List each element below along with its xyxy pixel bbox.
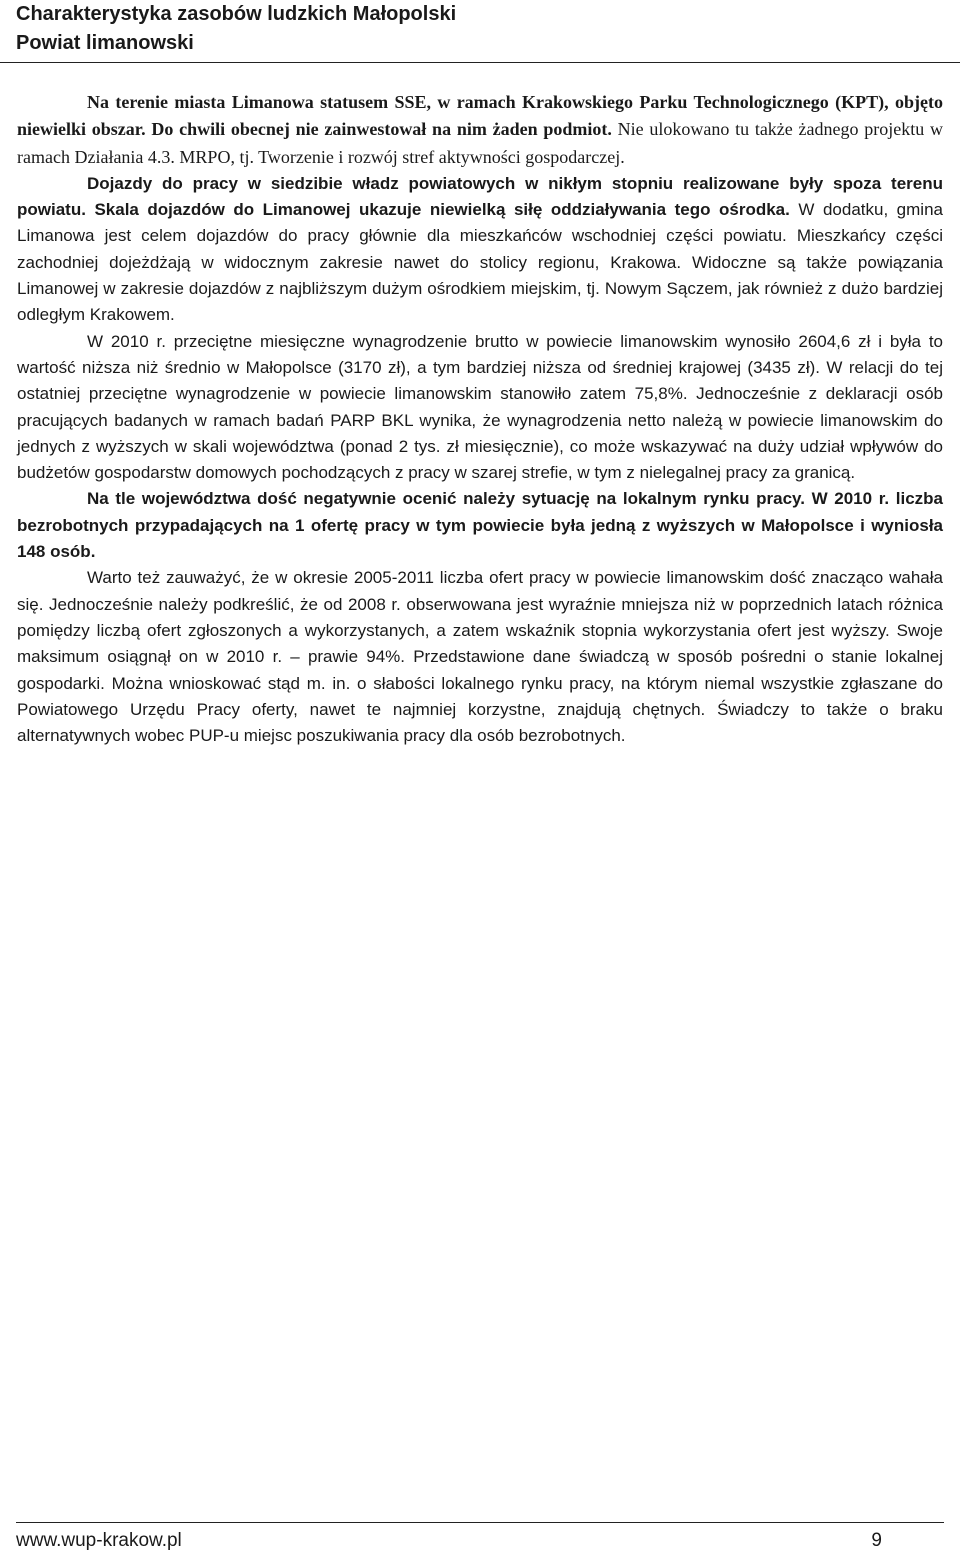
paragraph-text: Nie ulokowano tu także żadnego projektu w ramach Działania 4.3. MRPO, tj. Tworzenie i rozwój stref aktywności gospodarczej. bbox=[17, 119, 943, 167]
footer-url: www.wup-krakow.pl bbox=[16, 1530, 182, 1551]
header-divider bbox=[0, 62, 960, 63]
paragraph-labour-market bbox=[17, 486, 943, 565]
paragraph-sse bbox=[17, 89, 943, 171]
paragraph-text: Warto też zauważyć, że w okresie 2005-2011 liczba ofert pracy w powiecie limanowskim dość znacząco wahała się. Jednocześnie należy podkreślić, że od 2008 r. obserwowana jest wyraźnie mniejsza niż w poprzednich latach różnica pomiędzy liczbą ofert zgłoszonych a wykorzystanych, a zatem wskaźnik stopnia wykorzystania ofert jest wyższy. Swoje maksimum osiągnął on w 2010 r. – prawie 94%. Przedstawione dane świadczą w sposób pośredni o stanie lokalnej gospodarki. Można wnioskować stąd m. in. o słabości lokalnego rynku pracy, na którym niemal wszystkie zgłaszane do Powiatowego Urzędu Pracy oferty, nawet te najmniej korzystne, znajdują chętnych. Świadczy to także o braku alternatywnych wobec PUP-u miejsc poszukiwania pracy dla osób bezrobotnych. bbox=[17, 568, 943, 746]
paragraph-job-offers bbox=[17, 565, 943, 749]
paragraph-bold-text: Na tle województwa dość negatywnie ocenić należy sytuację na lokalnym rynku pracy. W 2010 r. liczba bezrobotnych przypadających na 1 ofertę pracy w tym powiecie była jedną z wyższych w Małopolsce i wyniosła 148 osób. bbox=[17, 489, 943, 562]
document-body bbox=[17, 89, 943, 749]
page-header bbox=[16, 0, 946, 58]
paragraph-wages bbox=[17, 329, 943, 487]
footer-divider bbox=[16, 1522, 944, 1523]
paragraph-bold-text: Dojazdy do pracy w siedzibie władz powiatowych w nikłym stopniu realizowane były spoza terenu powiatu. Skala dojazdów do Limanowej ukazuje niewielką siłę oddziaływania tego ośrodka. bbox=[17, 173, 943, 220]
paragraph-bold-text: Na terenie miasta Limanowa statusem SSE, w ramach Krakowskiego Parku Technologicznego (KPT), objęto niewielki obszar. Do chwili obecnej nie zainwestował na nim żaden podmiot. bbox=[17, 92, 943, 140]
header-title: Charakterystyka zasobów ludzkich Małopolski bbox=[16, 3, 457, 25]
paragraph-text: W 2010 r. przeciętne miesięczne wynagrodzenie brutto w powiecie limanowskim wynosiło 2604,6 zł i była to wartość niższa niż średnio w Małopolsce (3170 zł), a tym bardziej niższa od średniej krajowej (3435 zł). W relacji do tej ostatniej przeciętne wynagrodzenie w powiecie limanowskim stanowiło zatem 75,8%. Jednocześnie z deklaracji osób pracujących badanych w ramach badań PARP BKL wynika, że wynagrodzenia netto należą w powiecie limanowskim do jednych z wyższych w skali województwa (ponad 2 tys. zł miesięcznie), co może wskazywać na duży udział wpływów do budżetów gospodarstw domowych pochodzących z pracy w szarej strefie, w tym z nielegalnej pracy za granicą. bbox=[17, 331, 943, 483]
paragraph-text: W dodatku, gmina Limanowa jest celem dojazdów do pracy głównie dla mieszkańców wschodniej części powiatu. Mieszkańcy części zachodniej dojeżdżają w widocznym zakresie nawet do stolicy regionu, Krakowa. Widoczne są także powiązania Limanowej w zakresie dojazdów z najbliższym dużym ośrodkiem miejskim, tj. Nowym Sączem, jak również z dużo bardziej odległym Krakowem. bbox=[17, 200, 943, 325]
page-number: 9 bbox=[871, 1530, 882, 1551]
paragraph-commuting bbox=[17, 171, 943, 329]
header-subtitle: Powiat limanowski bbox=[16, 32, 194, 54]
